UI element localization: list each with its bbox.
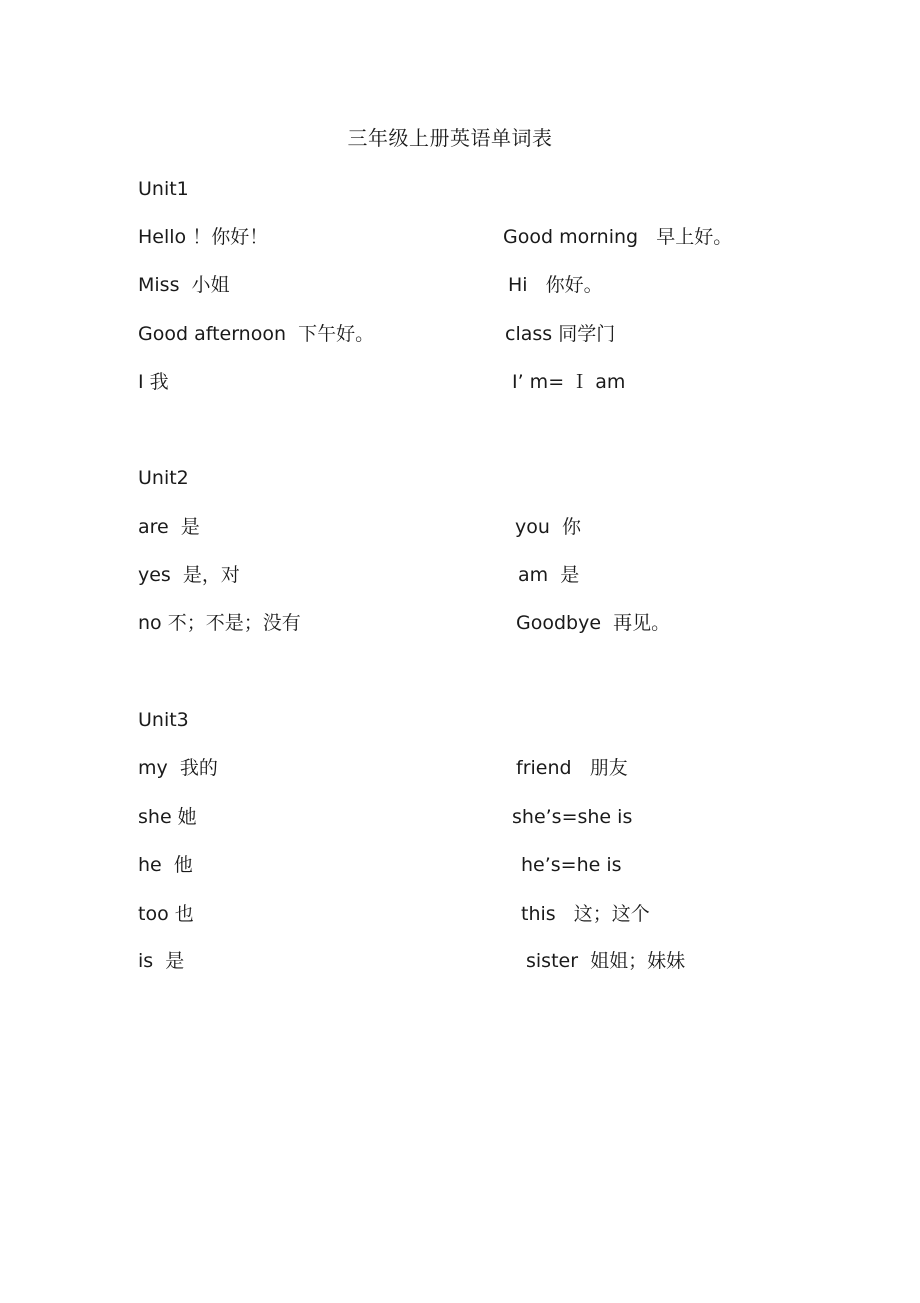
vocab-entry: Goodbye 再见。 [516, 612, 671, 634]
vocab-entry: Hello ！你好！ [138, 226, 269, 248]
vocab-entry: is 是 [138, 950, 185, 972]
vocab-entry: she’s=she is [512, 806, 633, 828]
vocab-entry: she 她 [138, 806, 197, 828]
vocab-entry: this 这；这个 [521, 903, 650, 925]
unit-heading: Unit3 [138, 709, 189, 731]
vocab-entry: friend 朋友 [516, 757, 628, 779]
unit-heading: Unit1 [138, 178, 189, 200]
vocab-entry: Good morning 早上好。 [503, 226, 733, 248]
vocab-entry: no 不；不是；没有 [138, 612, 301, 634]
vocab-entry: I’ m= Ｉ am [512, 371, 626, 393]
vocab-entry: he 他 [138, 854, 193, 876]
vocab-entry: Miss 小姐 [138, 274, 230, 296]
vocab-entry: class 同学门 [505, 323, 616, 345]
vocab-entry: he’s=he is [521, 854, 622, 876]
vocab-entry: sister 姐姐；妹妹 [526, 950, 686, 972]
unit-heading: Unit2 [138, 467, 189, 489]
vocab-entry: yes 是，对 [138, 564, 240, 586]
vocab-entry: you 你 [515, 516, 581, 538]
vocab-entry: are 是 [138, 516, 200, 538]
vocab-entry: am 是 [518, 564, 580, 586]
vocab-entry: Hi 你好。 [508, 274, 603, 296]
page-title: 三年级上册英语单词表 [347, 126, 553, 150]
vocab-entry: too 也 [138, 903, 194, 925]
vocab-entry: Good afternoon 下午好。 [138, 323, 375, 345]
vocab-entry: my 我的 [138, 757, 218, 779]
vocab-entry: I 我 [138, 371, 169, 393]
